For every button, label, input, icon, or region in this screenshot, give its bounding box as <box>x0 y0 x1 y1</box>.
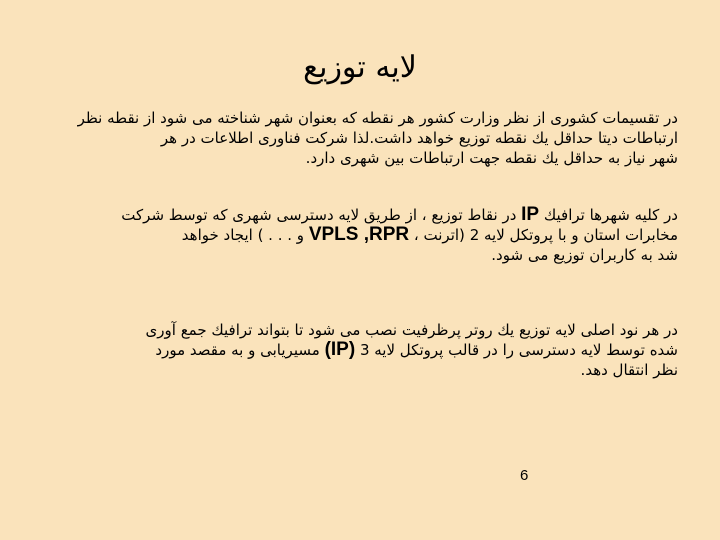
text-segment: در کلیه شهرها ترافیك <box>543 206 678 224</box>
paragraph-ip-traffic <box>28 205 678 265</box>
paragraph-line <box>28 205 678 225</box>
paragraph-line: نظر انتقال دهد. <box>580 361 678 379</box>
paragraph-line: شد به کاربران توزیع می شود. <box>491 246 678 264</box>
text-segment: شده توسط لایه دسترسی را در قالب پروتکل لایه 3 <box>359 341 678 359</box>
paragraph-line <box>28 225 678 245</box>
ip-term: (IP) <box>324 340 356 360</box>
paragraph-line: ارتباطات دیتا حداقل یك نقطه توزیع خواهد داشت.لذا شرکت فناوری اطلاعات در هر <box>160 129 678 147</box>
slide-title: لایه توزیع <box>303 50 417 85</box>
text-segment: مسیریابی و به مقصد مورد <box>155 341 320 359</box>
text-segment: مخابرات استان و با پروتکل لایه 2 (اترنت ، <box>413 226 678 244</box>
text-segment: و . . . ) ایجاد خواهد <box>181 226 305 244</box>
paragraph-line <box>28 340 678 360</box>
ip-term: IP <box>521 205 540 225</box>
paragraph-line: در تقسیمات کشوری از نظر وزارت کشور هر نقطه که بعنوان شهر شناخته می شود از نقطه نظر <box>77 109 678 127</box>
paragraph-line: شهر نیاز به حداقل یك نقطه جهت ارتباطات بین شهری دارد. <box>305 149 678 167</box>
paragraph-distribution-points <box>28 108 678 168</box>
text-segment: در نقاط توزیع ، از طریق لایه دسترسی شهری که توسط شرکت <box>121 206 517 224</box>
page-number: 6 <box>520 467 529 484</box>
protocol-terms: VPLS ,RPR <box>308 225 410 245</box>
paragraph-line: در هر نود اصلی لایه توزیع یك روتر پرظرفیت نصب می شود تا بتواند ترافیك جمع آوری <box>145 321 678 339</box>
paragraph-router <box>28 320 678 380</box>
